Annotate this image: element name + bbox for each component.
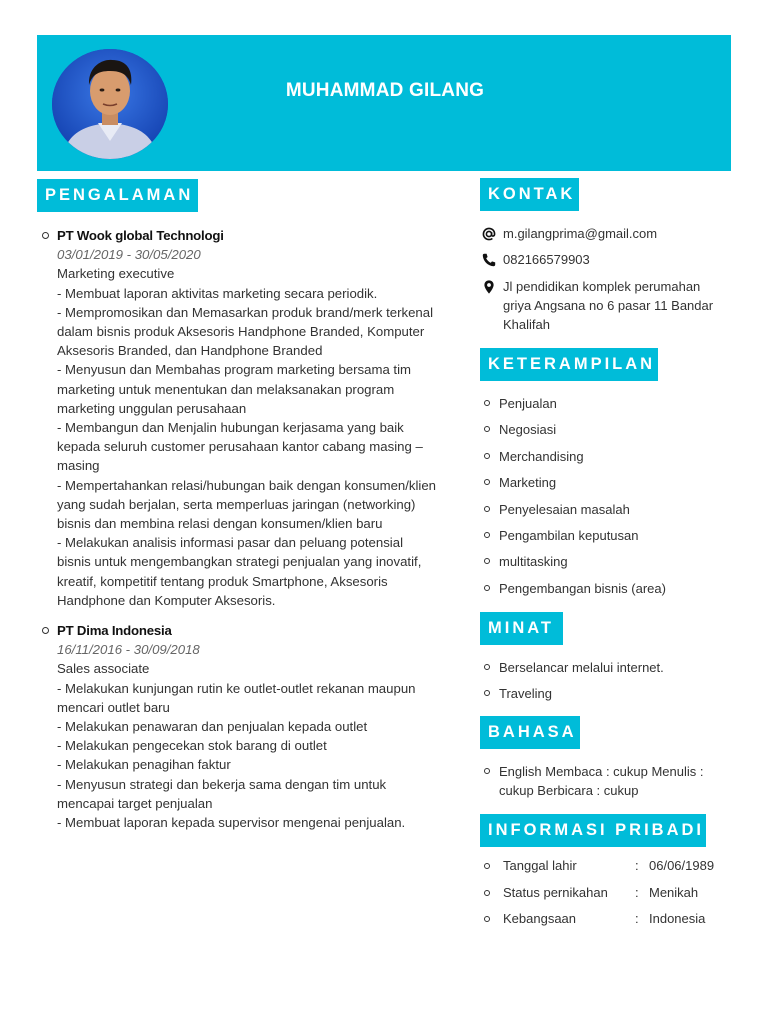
languages-list [481,762,703,800]
job-line: - Melakukan analisis informasi pasar dan peluang potensial [57,535,404,551]
job-company: PT Wook global Technologi [57,228,224,243]
email-text: m.gilangprima@gmail.com [503,226,658,241]
bullet-icon [484,690,490,696]
job-line: - Melakukan penagihan faktur [57,757,231,773]
interests-heading: MINAT [480,612,563,645]
languages-heading: BAHASA [480,716,580,749]
experience-list [37,226,457,832]
bullet-icon [484,426,490,432]
skill-item: multitasking [481,552,666,578]
info-key: Tanggal lahir [503,858,577,873]
skill-item: Merchandising [481,447,666,473]
skills-heading: KETERAMPILAN [480,348,658,381]
job-company: PT Dima Indonesia [57,623,172,639]
info-value: Indonesia [649,911,706,926]
header-banner [37,35,731,171]
experience-heading: PENGALAMAN [37,179,198,212]
person-photo-illustration [52,49,168,159]
address-line: Jl pendidikan komplek perumahan [503,279,701,294]
job-line: marketing unggulan perusahaan [57,400,247,416]
info-row-nationality [481,909,741,928]
bullet-icon [484,664,490,670]
phone-text: 082166579903 [503,252,590,267]
info-sep: : [635,911,639,926]
bullet-icon [484,916,490,922]
job-line: - Menyusun strategi dan bekerja sama dengan tim untuk [57,776,387,792]
interest-item: Berselancar melalui internet. [481,658,664,684]
info-value: 06/06/1989 [649,858,715,873]
contact-heading: KONTAK [480,178,579,211]
job-line: Marketing executive [57,266,175,282]
job-dates: 03/01/2019 - 30/05/2020 [57,247,201,263]
job-description [57,264,457,610]
job-line: mencari outlet baru [57,699,170,715]
skills-list [481,394,666,605]
address-line: griya Angsana no 6 pasar 11 Bandar [503,298,714,313]
phone-icon [481,252,497,268]
job-line: kepada seluruh customer perusahaan kantor cabang masing – [57,439,423,455]
job-line: bisnis untuk mengembangkan strategi penjualan yang inovatif, [57,554,422,570]
job-line: - Melakukan pengecekan stok barang di outlet [57,738,327,754]
bullet-icon [484,479,490,485]
job-line: yang sudah berjalan, serta memperluas jaringan (networking) [57,496,416,512]
job-line: bisnis dan membina relasi dengan konsumen/klien baru [57,516,383,532]
job-line: - Menyusun dan Membahas program marketing bersama tim [57,362,412,378]
info-key: Status pernikahan [503,885,608,900]
bullet-icon [484,863,490,869]
address-line: Khalifah [503,317,550,332]
job-line: - Membuat laporan kepada supervisor mengenai penjualan. [57,815,406,831]
bullet-icon [484,400,490,406]
job-description [57,659,457,832]
job-line: - Mempertahankan relasi/hubungan baik dengan konsumen/klien [57,477,437,493]
profile-photo [52,49,168,159]
job-line: Handphone dan Komputer Aksesoris. [57,592,276,608]
language-line: cukup Berbicara : cukup [499,783,639,798]
info-sep: : [635,885,639,900]
bullet-icon [42,232,49,239]
job-line: Aksesoris Branded, dan Handphone Branded [57,343,323,359]
job-line: marketing untuk menentukan dan melaksanakan program [57,381,395,397]
info-sep: : [635,858,639,873]
job-line: - Membangun dan Menjalin hubungan kerjasama yang baik [57,420,404,436]
job-line: - Melakukan kunjungan rutin ke outlet-outlet rekanan maupun [57,680,416,696]
at-icon [481,226,497,242]
job-line: kreatif, kompetitif tentang produk Smartphone, Aksesoris [57,573,388,589]
bullet-icon [484,532,490,538]
bullet-icon [484,506,490,512]
bullet-icon [484,558,490,564]
job-line: - Mempromosikan dan Memasarkan produk brand/merk terkenal [57,304,434,320]
bullet-icon [484,585,490,591]
full-name: MUHAMMAD GILANG [285,80,485,101]
job-dates: 16/11/2016 - 30/09/2018 [57,642,200,658]
skill-item: Penjualan [481,394,666,420]
bullet-icon [484,453,490,459]
interest-item: Traveling [481,684,664,710]
job-line: masing [57,458,100,474]
info-key: Kebangsaan [503,911,577,926]
skill-item: Pengembangan bisnis (area) [481,579,666,605]
map-pin-icon [481,279,497,295]
language-item [481,762,703,800]
job-entry [37,621,457,832]
skill-item: Negosiasi [481,420,666,446]
interests-list [481,658,664,711]
job-line: Sales associate [57,661,150,677]
job-line: - Membuat laporan aktivitas marketing secara periodik. [57,285,378,301]
info-row-birthdate [481,856,741,875]
skill-item: Pengambilan keputusan [481,526,666,552]
job-entry [37,226,457,610]
language-line: English Membaca : cukup Menulis : [499,764,704,779]
bullet-icon [484,768,490,774]
skill-item: Penyelesaian masalah [481,500,666,526]
info-row-marital-status [481,883,741,902]
skill-item: Marketing [481,473,666,499]
job-line: mencapai target penjualan [57,795,213,811]
personal-info-heading: INFORMASI PRIBADI [480,814,706,847]
job-line: - Melakukan penawaran dan penjualan kepada outlet [57,719,368,735]
job-line: dalam bisnis produk Aksesoris Handphone Branded, Komputer [57,324,425,340]
info-value: Menikah [649,885,699,900]
bullet-icon [42,627,49,634]
bullet-icon [484,890,490,896]
contact-address [481,277,731,337]
